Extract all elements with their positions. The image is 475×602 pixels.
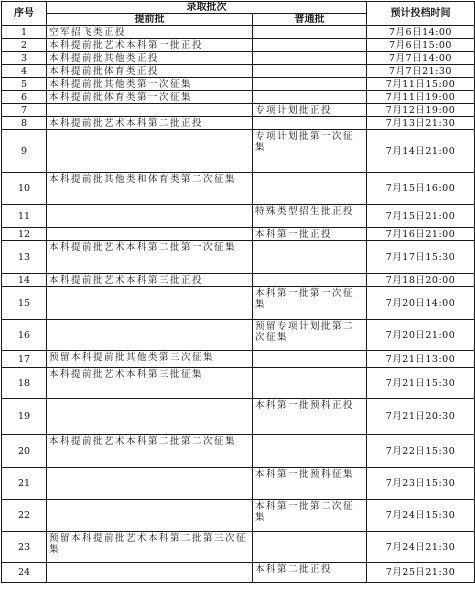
- row-regular-batch: [253, 435, 367, 468]
- row-time: 7月15日21:00: [367, 205, 475, 228]
- row-seq: 3: [2, 52, 47, 65]
- row-time: 7月24日15:30: [367, 500, 475, 532]
- table-row: [2, 351, 475, 368]
- table-row: [2, 320, 475, 351]
- row-advance-batch: [47, 287, 253, 320]
- row-regular-batch: [253, 91, 367, 104]
- row-regular-batch: [253, 351, 367, 368]
- row-time: 7月25日21:30: [367, 563, 475, 583]
- row-advance-batch: 本科提前批体育类第一次征集: [47, 91, 253, 104]
- row-time: 7月23日15:30: [367, 468, 475, 500]
- row-advance-batch: [47, 468, 253, 500]
- row-advance-batch: [47, 500, 253, 532]
- row-regular-batch: 特殊类型招生批正投: [253, 205, 367, 228]
- row-time: 7月17日15:30: [367, 241, 475, 274]
- row-advance-batch: 本科提前批艺术本科第二批第一次征集: [47, 241, 253, 274]
- row-regular-batch: [253, 26, 367, 39]
- row-regular-batch: 本科第一批第一次征集: [253, 287, 367, 320]
- row-advance-batch: 预留本科提前批艺术本科第二批第三次征集: [47, 532, 253, 563]
- row-advance-batch: 本科提前批其他类第一次征集: [47, 78, 253, 91]
- row-time: 7月14日21:00: [367, 130, 475, 173]
- row-regular-batch: 专项计划批第一次征集: [253, 130, 367, 173]
- row-advance-batch: 本科提前批体育类正投: [47, 65, 253, 78]
- row-time: 7月18日20:00: [367, 274, 475, 287]
- row-advance-batch: 空军招飞类正投: [47, 26, 253, 39]
- table-row: [2, 368, 475, 399]
- row-time: 7月6日15:00: [367, 39, 475, 52]
- row-seq: 15: [2, 287, 47, 320]
- row-seq: 2: [2, 39, 47, 52]
- table-row: [2, 500, 475, 532]
- row-regular-batch: [253, 65, 367, 78]
- row-seq: 6: [2, 91, 47, 104]
- row-seq: 7: [2, 104, 47, 117]
- row-seq: 22: [2, 500, 47, 532]
- row-advance-batch: 预留本科提前批其他类第三次征集: [47, 351, 253, 368]
- row-seq: 5: [2, 78, 47, 91]
- row-time: 7月21日20:30: [367, 399, 475, 435]
- row-time: 7月11日19:00: [367, 91, 475, 104]
- row-advance-batch: 本科提前批艺术本科第三批正投: [47, 274, 253, 287]
- table-row: [2, 52, 475, 65]
- row-seq: 13: [2, 241, 47, 274]
- table-row: [2, 287, 475, 320]
- table-row: [2, 104, 475, 117]
- row-regular-batch: 本科第二批正投: [253, 563, 367, 583]
- table-row: [2, 26, 475, 39]
- row-seq: 24: [2, 563, 47, 583]
- row-time: 7月21日15:30: [367, 368, 475, 399]
- row-regular-batch: 预留专项计划批第二次征集: [253, 320, 367, 351]
- row-regular-batch: [253, 117, 367, 130]
- row-time: 7月15日16:00: [367, 173, 475, 205]
- row-advance-batch: [47, 130, 253, 173]
- row-seq: 1: [2, 26, 47, 39]
- row-seq: 19: [2, 399, 47, 435]
- row-regular-batch: 本科第一批第二次征集: [253, 500, 367, 532]
- row-advance-batch: 本科提前批其他类和体育类第二次征集: [47, 173, 253, 205]
- table-row: [2, 130, 475, 173]
- header-advance: 提前批: [47, 14, 253, 26]
- row-regular-batch: 专项计划批正投: [253, 104, 367, 117]
- row-seq: 21: [2, 468, 47, 500]
- row-time: 7月24日21:30: [367, 532, 475, 563]
- table-row: [2, 173, 475, 205]
- table-row: [2, 435, 475, 468]
- table-row: [2, 241, 475, 274]
- row-time: 7月22日15:30: [367, 435, 475, 468]
- row-regular-batch: [253, 52, 367, 65]
- row-seq: 10: [2, 173, 47, 205]
- row-advance-batch: [47, 104, 253, 117]
- row-advance-batch: [47, 563, 253, 583]
- header-seq: 序号: [2, 2, 47, 26]
- table-row: [2, 39, 475, 52]
- row-time: 7月16日21:00: [367, 228, 475, 241]
- row-advance-batch: 本科提前批艺术本科第三批征集: [47, 368, 253, 399]
- table-row: [2, 91, 475, 104]
- table-row: [2, 532, 475, 563]
- row-time: 7月7日14:00: [367, 52, 475, 65]
- header-time: 预计投档时间: [367, 2, 475, 26]
- header-regular: 普通批: [253, 14, 367, 26]
- row-seq: 14: [2, 274, 47, 287]
- table-row: [2, 228, 475, 241]
- row-regular-batch: [253, 368, 367, 399]
- table-row: [2, 468, 475, 500]
- row-seq: 18: [2, 368, 47, 399]
- row-time: 7月7日21:30: [367, 65, 475, 78]
- header-batch-group: 录取批次: [47, 2, 367, 14]
- row-regular-batch: 本科第一批预科征集: [253, 468, 367, 500]
- row-time: 7月12日19:00: [367, 104, 475, 117]
- schedule-rows: [2, 26, 475, 583]
- row-regular-batch: [253, 532, 367, 563]
- row-regular-batch: 本科第一批正投: [253, 228, 367, 241]
- row-regular-batch: [253, 39, 367, 52]
- row-advance-batch: [47, 320, 253, 351]
- table-row: [2, 205, 475, 228]
- row-time: 7月20日21:00: [367, 320, 475, 351]
- table-row: [2, 399, 475, 435]
- row-advance-batch: 本科提前批其他类正投: [47, 52, 253, 65]
- row-advance-batch: 本科提前批艺术本科第一批正投: [47, 39, 253, 52]
- table-row: [2, 78, 475, 91]
- row-time: 7月13日21:30: [367, 117, 475, 130]
- row-seq: 12: [2, 228, 47, 241]
- row-seq: 17: [2, 351, 47, 368]
- row-seq: 11: [2, 205, 47, 228]
- table-row: [2, 563, 475, 583]
- row-time: 7月6日14:00: [367, 26, 475, 39]
- row-advance-batch: 本科提前批艺术本科第二批正投: [47, 117, 253, 130]
- row-advance-batch: [47, 205, 253, 228]
- row-regular-batch: 本科第一批预科正投: [253, 399, 367, 435]
- row-time: 7月20日14:00: [367, 287, 475, 320]
- row-seq: 8: [2, 117, 47, 130]
- row-regular-batch: [253, 274, 367, 287]
- row-regular-batch: [253, 173, 367, 205]
- row-time: 7月21日13:00: [367, 351, 475, 368]
- row-advance-batch: [47, 399, 253, 435]
- row-advance-batch: [47, 228, 253, 241]
- row-seq: 20: [2, 435, 47, 468]
- table-row: [2, 274, 475, 287]
- table-row: [2, 65, 475, 78]
- row-seq: 9: [2, 130, 47, 173]
- row-regular-batch: [253, 78, 367, 91]
- row-regular-batch: [253, 241, 367, 274]
- table-row: [2, 117, 475, 130]
- row-time: 7月11日15:00: [367, 78, 475, 91]
- row-seq: 16: [2, 320, 47, 351]
- row-advance-batch: 本科提前批艺术本科第二批第二次征集: [47, 435, 253, 468]
- row-seq: 23: [2, 532, 47, 563]
- schedule-table: [1, 1, 475, 583]
- row-seq: 4: [2, 65, 47, 78]
